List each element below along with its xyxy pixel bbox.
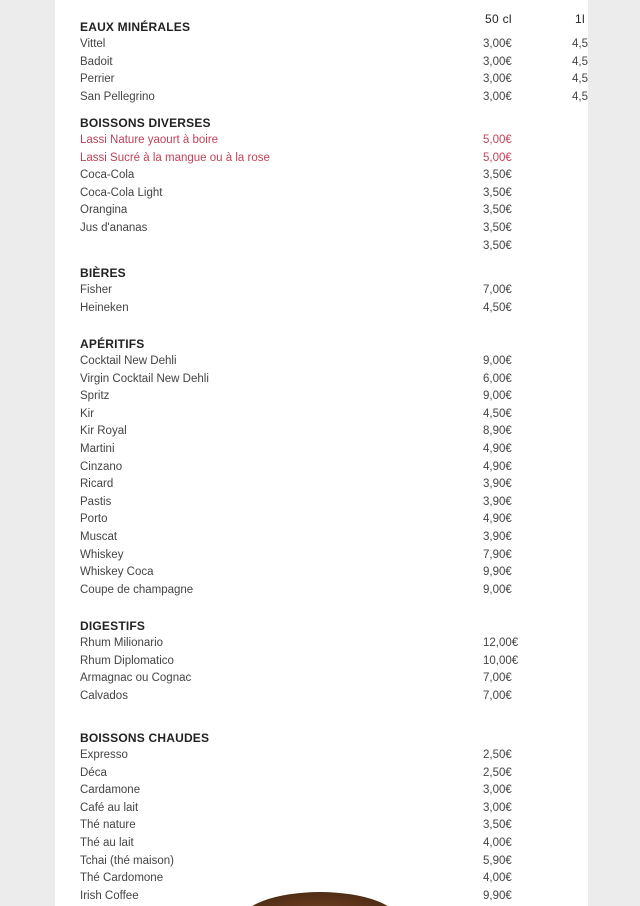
menu-item: Irish Coffee 9,90€	[80, 889, 512, 902]
menu-item: Spritz 9,00€	[80, 390, 512, 403]
menu-item: Kir Royal 8,90€	[80, 425, 512, 438]
menu-item: Coupe de champagne 9,00€	[80, 583, 512, 596]
menu-item: Jus d'ananas 3,50€	[80, 221, 512, 234]
menu-item: Cinzano 4,90€	[80, 460, 512, 473]
section-digestifs	[80, 617, 580, 705]
menu-item: Cardamone 3,00€	[80, 784, 512, 797]
menu-item: Rhum Diplomatico 10,00€	[80, 654, 519, 667]
column-header-50cl: 50 cl	[485, 12, 512, 26]
menu-item: Lassi Sucré à la mangue ou à la rose 5,00€	[80, 151, 512, 164]
section-title: EAUX MINÉRALES	[80, 20, 191, 34]
menu-item: Thé au lait 4,00€	[80, 836, 512, 849]
menu-item: Martini 4,90€	[80, 442, 512, 455]
menu-item: Whiskey 7,90€	[80, 548, 512, 561]
menu-item: Rhum Milionario 12,00€	[80, 637, 519, 649]
menu-item: Heineken 4,50€	[80, 301, 512, 314]
menu-item: Porto 4,90€	[80, 513, 512, 526]
section-title: BIÈRES	[80, 266, 126, 280]
menu-item: Déca 2,50€	[80, 766, 512, 779]
menu-item: Pastis 3,90€	[80, 495, 512, 508]
menu-item: Perrier 3,00€ 4,5	[80, 73, 588, 86]
section-bieres	[80, 264, 580, 317]
section-boissons-diverses	[80, 114, 580, 255]
section-title: DIGESTIFS	[80, 619, 146, 633]
menu-page	[55, 0, 588, 906]
menu-item: Badoit 3,00€ 4,5	[80, 55, 588, 68]
section-aperitifs	[80, 335, 580, 599]
menu-item: San Pellegrino 3,00€ 4,5	[80, 90, 588, 103]
menu-item: Calvados 7,00€	[80, 689, 512, 702]
menu-item: Virgin Cocktail New Dehli 6,00€	[80, 372, 512, 385]
menu-item: Coca-Cola 3,50€	[80, 169, 512, 182]
menu-item: Fisher 7,00€	[80, 284, 512, 296]
menu-item: Café au lait 3,00€	[80, 801, 512, 814]
menu-item: Tchai (thé maison) 5,90€	[80, 854, 512, 867]
menu-item: Lassi Nature yaourt à boire 5,00€	[80, 134, 512, 146]
menu-item: Thé nature 3,50€	[80, 819, 512, 832]
section-boissons-chaudes	[80, 729, 580, 905]
menu-item: Coca-Cola Light 3,50€	[80, 186, 512, 199]
menu-item: Expresso 2,50€	[80, 749, 512, 761]
column-header-1l: 1l	[575, 12, 585, 26]
section-title: APÉRITIFS	[80, 337, 145, 351]
menu-item: Cocktail New Dehli 9,00€	[80, 355, 512, 367]
menu-item: Vittel 3,00€ 4,5	[80, 38, 588, 50]
menu-item: Thé Cardomone 4,00€	[80, 872, 512, 885]
menu-item: Whiskey Coca 9,90€	[80, 566, 512, 579]
menu-item: 3,50€	[483, 239, 512, 252]
menu-item: Armagnac ou Cognac 7,00€	[80, 672, 512, 685]
section-title: BOISSONS DIVERSES	[80, 116, 211, 130]
section-title: BOISSONS CHAUDES	[80, 731, 210, 745]
menu-item: Kir 4,50€	[80, 407, 512, 420]
menu-item: Ricard 3,90€	[80, 478, 512, 491]
menu-item: Orangina 3,50€	[80, 204, 512, 217]
menu-item: Muscat 3,90€	[80, 530, 512, 543]
